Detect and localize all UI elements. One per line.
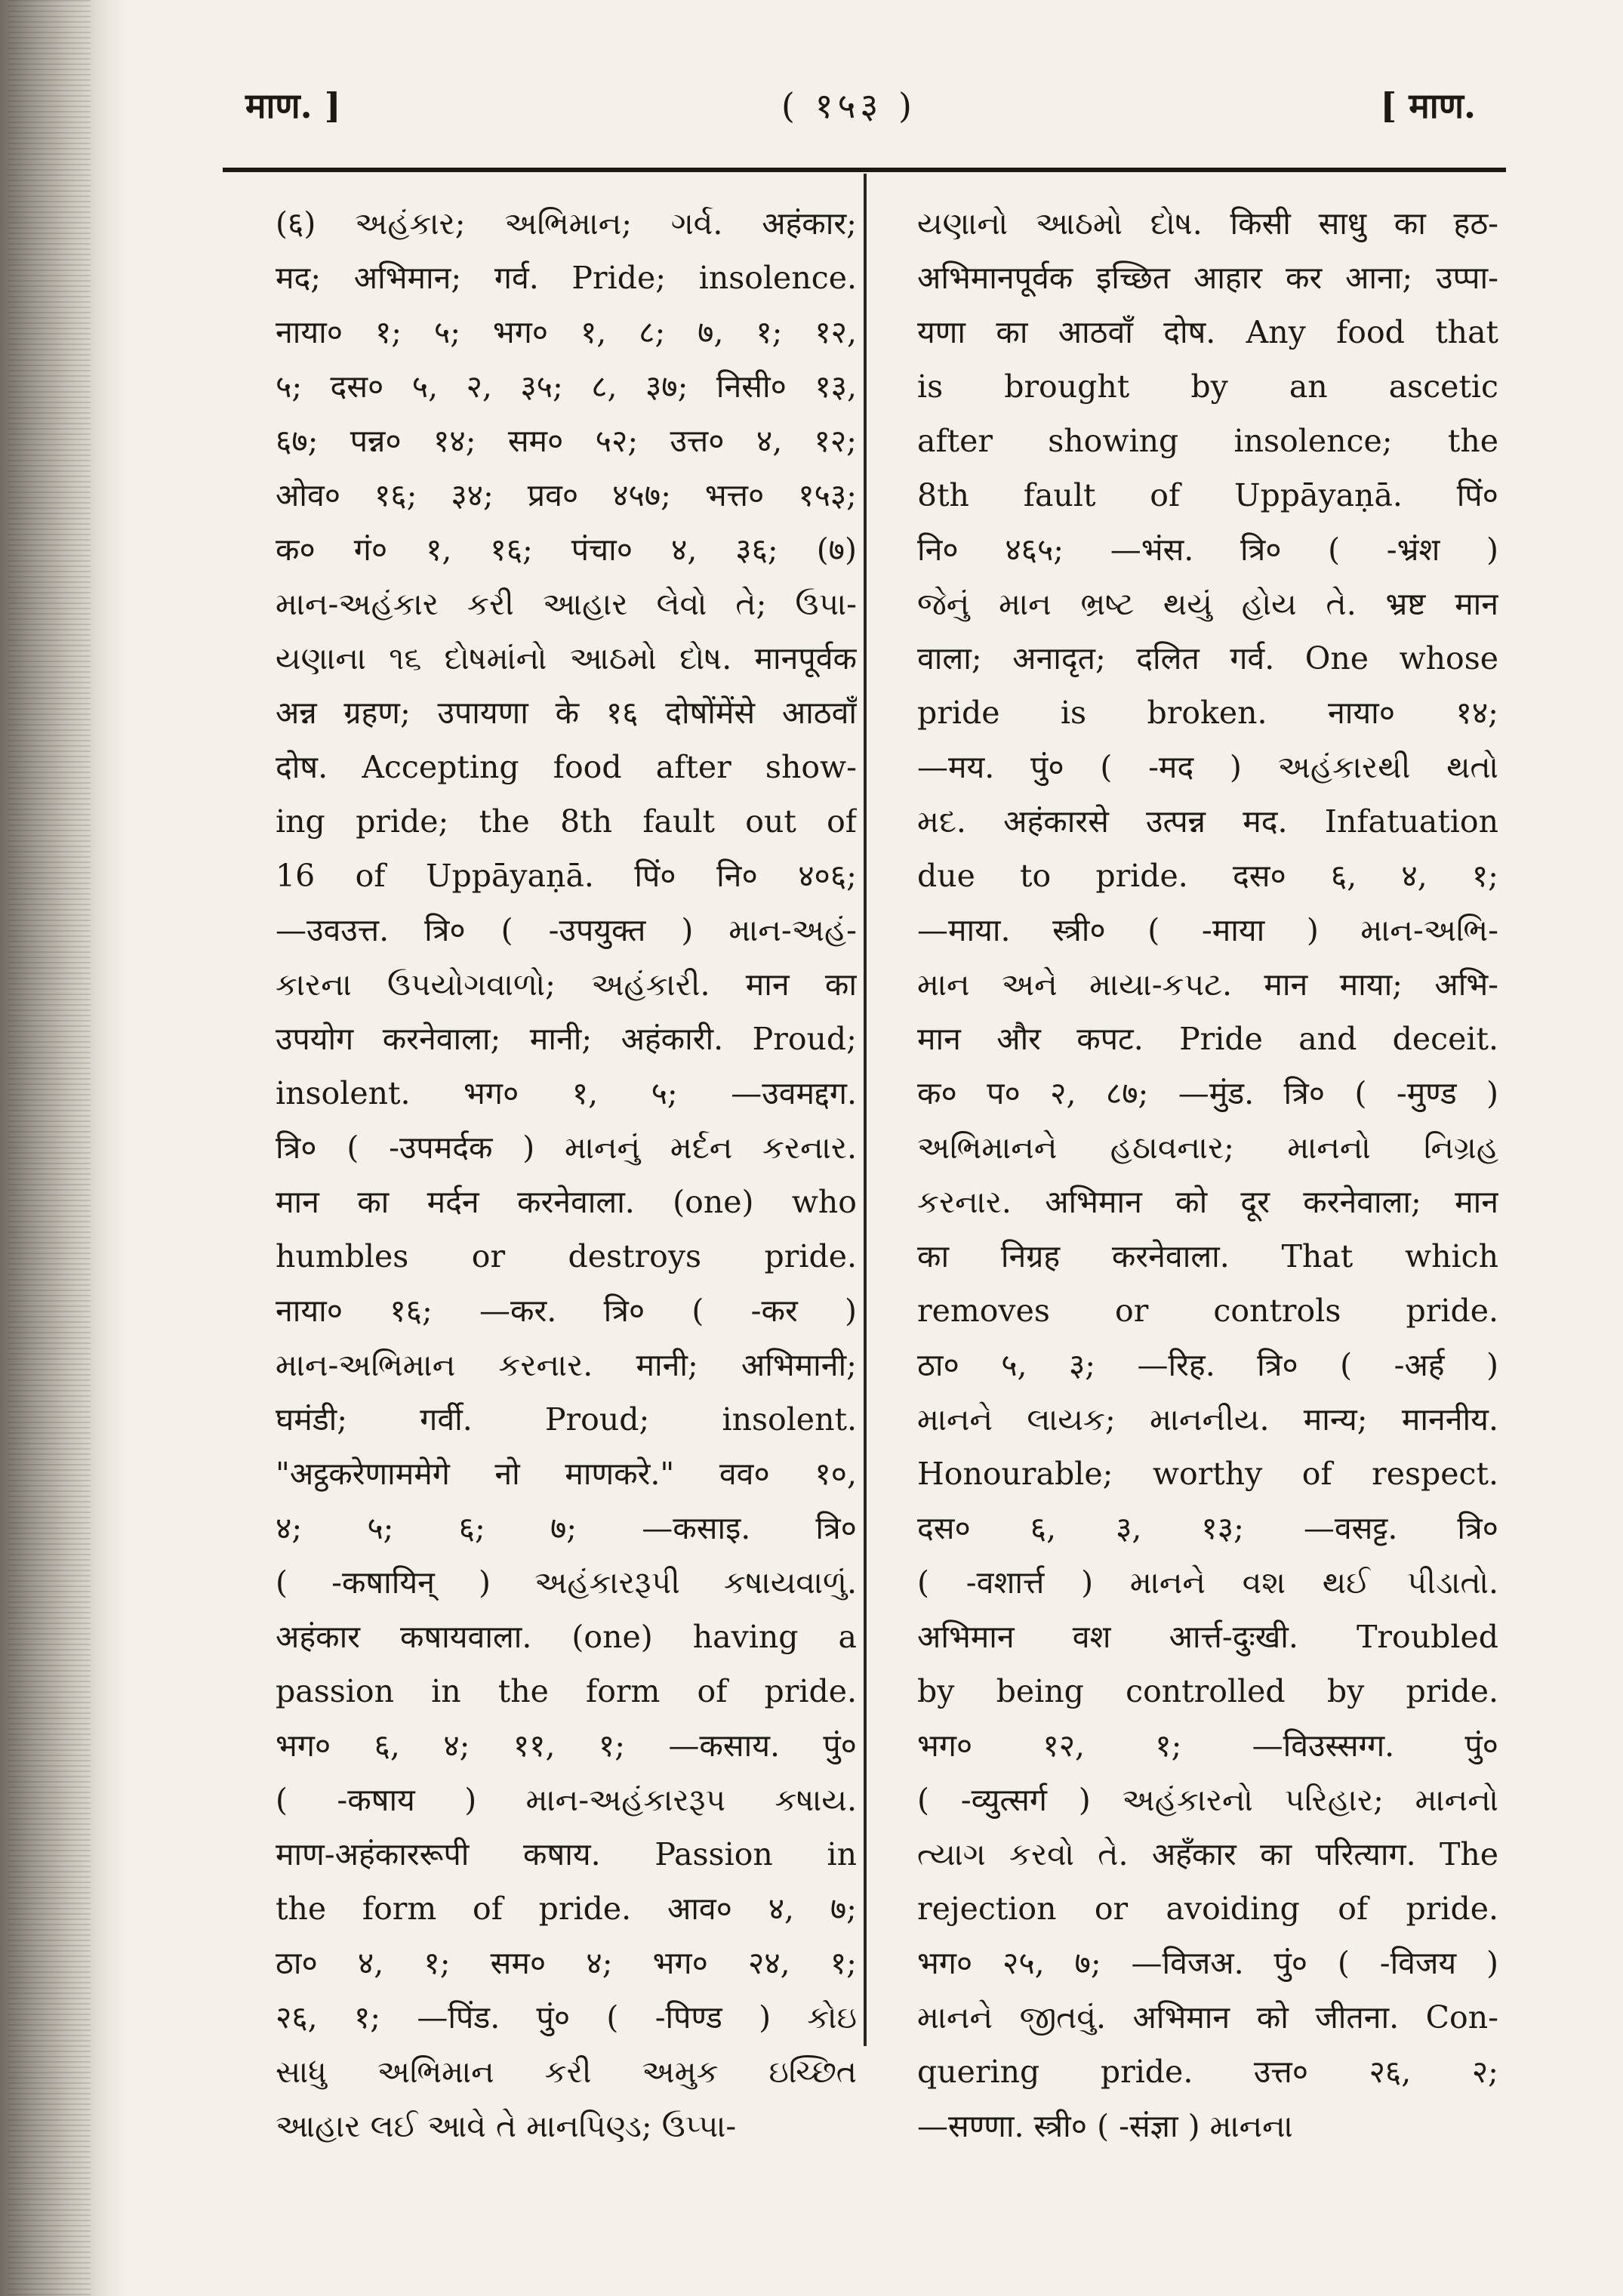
entry-line: दोष. Accepting food after show- [276, 749, 857, 785]
entry-line: યણાના ૧૬ દોષમાંનો આઠમો દોષ. मानपूर्वक [276, 640, 857, 676]
entry-line: —मय. पुं० ( -मद ) અહંકારથી થતો [917, 749, 1498, 785]
header-rule [223, 168, 1506, 172]
entry-line: —सण्णा. स्त्री० ( -संज्ञा ) માનના [917, 2108, 1293, 2144]
entry-line: यणा का आठवाँ दोष. Any food that [917, 314, 1498, 350]
entry-line: insolent. भग० १, ५; —उवमद्दग. [276, 1075, 857, 1111]
entry-line: ठा० ४, १; सम० ४; भग० २४, १; [276, 1945, 857, 1981]
entry-line: removes or controls pride. [917, 1293, 1498, 1329]
entry-line: क० गं० १, १६; पंचा० ४, ३६; (७) [276, 532, 857, 568]
entry-line: अहंकार कषायवाला. (one) having a [276, 1619, 857, 1655]
entry-line: by being controlled by pride. [917, 1673, 1498, 1709]
entry-line: अन्न ग्रहण; उपायणा के १६ दोषोंमेंसे आठवाँ [276, 695, 857, 731]
entry-line: २६, १; —पिंड. पुं० ( -पिण्ड ) કોઇ [276, 1999, 857, 2036]
entry-line: "अट्ठकरेणाममेगे नो माणकरे." वव० १०, [276, 1456, 857, 1492]
entry-line: ठा० ५, ३; —रिह. त्रि० ( -अर्ह ) [917, 1347, 1498, 1383]
entry-line: passion in the form of pride. [276, 1673, 857, 1709]
entry-line: ओव० १६; ३४; प्रव० ४५७; भत्त० १५३; [276, 477, 857, 513]
entry-line: rejection or avoiding of pride. [917, 1891, 1498, 1927]
entry-line: સાધુ અભિમાન કરી અમુક ઇચ્છિત [276, 2054, 857, 2090]
entry-line: —उवउत्त. त्रि० ( -उपयुक्त ) માન-અહં- [276, 912, 857, 948]
entry-line: वाला; अनादृत; दलित गर्व. One whose [917, 640, 1498, 676]
entry-line: —माया. स्त्री० ( -माया ) માન-અભિ- [917, 912, 1498, 948]
entry-line: ing pride; the 8th fault out of [276, 803, 857, 840]
header-right-guideword: [ माण. [1380, 85, 1476, 126]
column-divider [864, 174, 867, 2046]
left-column [276, 196, 857, 2153]
entry-line: अभिमान वश आर्त्त-दुःखी. Troubled [917, 1619, 1498, 1655]
entry-line: ४; ५; ६; ७; —कसाइ. त्रि० [276, 1510, 857, 1546]
entry-line: જેનું માન ભ્રષ્ટ થયું હોય તે. भ्रष्ट मान [917, 586, 1498, 622]
entry-line: ( -कषायिन् ) અહંકારરૂપી કષાયવાળું. [276, 1564, 857, 1601]
entry-line: ત્યાગ કરવો તે. अहँकार का परित्याग. The [917, 1836, 1498, 1872]
entry-line: મદ. अहंकारसे उत्पन्न मद. Infatuation [917, 803, 1498, 840]
page-number: ( १५३ ) [781, 85, 916, 126]
entry-line: का निग्रह करनेवाला. That which [917, 1238, 1498, 1274]
entry-line: humbles or destroys pride. [276, 1238, 857, 1274]
entry-line: માન-અભિમાન કરનાર. मानी; अभिमानी; [276, 1347, 857, 1383]
entry-line: 16 of Uppāyaṇā. पिं० नि० ४०६; [276, 858, 857, 894]
entry-line: quering pride. उत्त० २६, २; [917, 2054, 1498, 2090]
right-column [917, 196, 1498, 2153]
header-left-guideword: माण. ] [245, 85, 341, 126]
entry-line: is brought by an ascetic [917, 368, 1498, 405]
entry-line: the form of pride. आव० ४, ७; [276, 1891, 857, 1927]
entry-line: नि० ४६५; —भंस. त्रि० ( -भ्रंश ) [917, 532, 1498, 568]
entry-line: Honourable; worthy of respect. [917, 1456, 1498, 1492]
entry-line: माण-अहंकाररूपी कषाय. Passion in [276, 1836, 857, 1872]
entry-line: માનને લાયક; માનનીય. मान्य; माननीय. [917, 1401, 1498, 1438]
entry-line: pride is broken. नाया० १४; [917, 695, 1498, 731]
entry-line: after showing insolence; the [917, 423, 1498, 459]
entry-line: क० प० २, ८७; —मुंड. त्रि० ( -मुण्ड ) [917, 1075, 1498, 1111]
entry-line: 8th fault of Uppāyaṇā. पिं० [917, 477, 1498, 513]
entry-line: ५; दस० ५, २, ३५; ८, ३७; निसी० १३, [276, 368, 857, 405]
entry-line: due to pride. दस० ६, ४, १; [917, 858, 1498, 894]
entry-line: भग० ६, ४; ११, १; —कसाय. पुं० [276, 1727, 857, 1764]
entry-line: કરનાર. अभिमान को दूर करनेवाला; मान [917, 1184, 1498, 1220]
entry-line: त्रि० ( -उपमर्दक ) માનનું મર્દન કરનાર. [276, 1130, 857, 1166]
entry-line: આહાર લઈ આવે તે માનપિણ્ડ; ઉપ્પા- [276, 2108, 737, 2144]
scan-speckle [8, 0, 91, 2296]
page-header [223, 76, 1506, 136]
entry-line: ६७; पन्न० १४; सम० ५२; उत्त० ४, १२; [276, 423, 857, 459]
entry-line: नाया० १; ५; भग० १, ८; ७, १; १२, [276, 314, 857, 350]
entry-line: भग० १२, १; —विउस्सग्ग. पुं० [917, 1727, 1498, 1764]
entry-line: भग० २५, ७; —विजअ. पुं० ( -विजय ) [917, 1945, 1498, 1981]
entry-line: યણાનો આઠમો દોષ. किसी साधु का हठ- [917, 205, 1498, 242]
entry-line: અભિમાનને હઠાવનાર; માનનો નિગ્રહ [917, 1130, 1498, 1166]
entry-line: ( -कषाय ) માન-અહંકારરૂપ કષાય. [276, 1782, 857, 1818]
entry-line: (६) અહંકાર; અભિમાન; ગર્વ. अहंकार; [276, 205, 857, 242]
entry-line: उपयोग करनेवाला; मानी; अहंकारी. Proud; [276, 1021, 857, 1057]
entry-line: मान का मर्दन करनेवाला. (one) who [276, 1184, 857, 1220]
entry-line: घमंडी; गर्वी. Proud; insolent. [276, 1401, 857, 1438]
entry-line: मान और कपट. Pride and deceit. [917, 1021, 1498, 1057]
entry-line: માન-અહંકાર કરી આહાર લેવો તે; ઉપા- [276, 586, 857, 622]
entry-line: दस० ६, ३, १३; —वसट्ट. त्रि० [917, 1510, 1498, 1546]
entry-line: માનને જીતવું. अभिमान को जीतना. Con- [917, 1999, 1498, 2036]
entry-line: ( -वशार्त्त ) માનને વશ થઈ પીડાતો. [917, 1564, 1498, 1601]
entry-line: मद; अभिमान; गर्व. Pride; insolence. [276, 260, 857, 296]
entry-line: કારના ઉપયોગવાળો; અહંકારી. मान का [276, 966, 857, 1003]
entry-line: ( -व्युत्सर्ग ) અહંકારનો પરિહાર; માનનો [917, 1782, 1498, 1818]
entry-line: अभिमानपूर्वक इच्छित आहार कर आना; उप्पा- [917, 260, 1498, 296]
entry-line: માન અને માયા-કપટ. मान माया; अभि- [917, 966, 1498, 1003]
entry-line: नाया० १६; —कर. त्रि० ( -कर ) [276, 1293, 857, 1329]
